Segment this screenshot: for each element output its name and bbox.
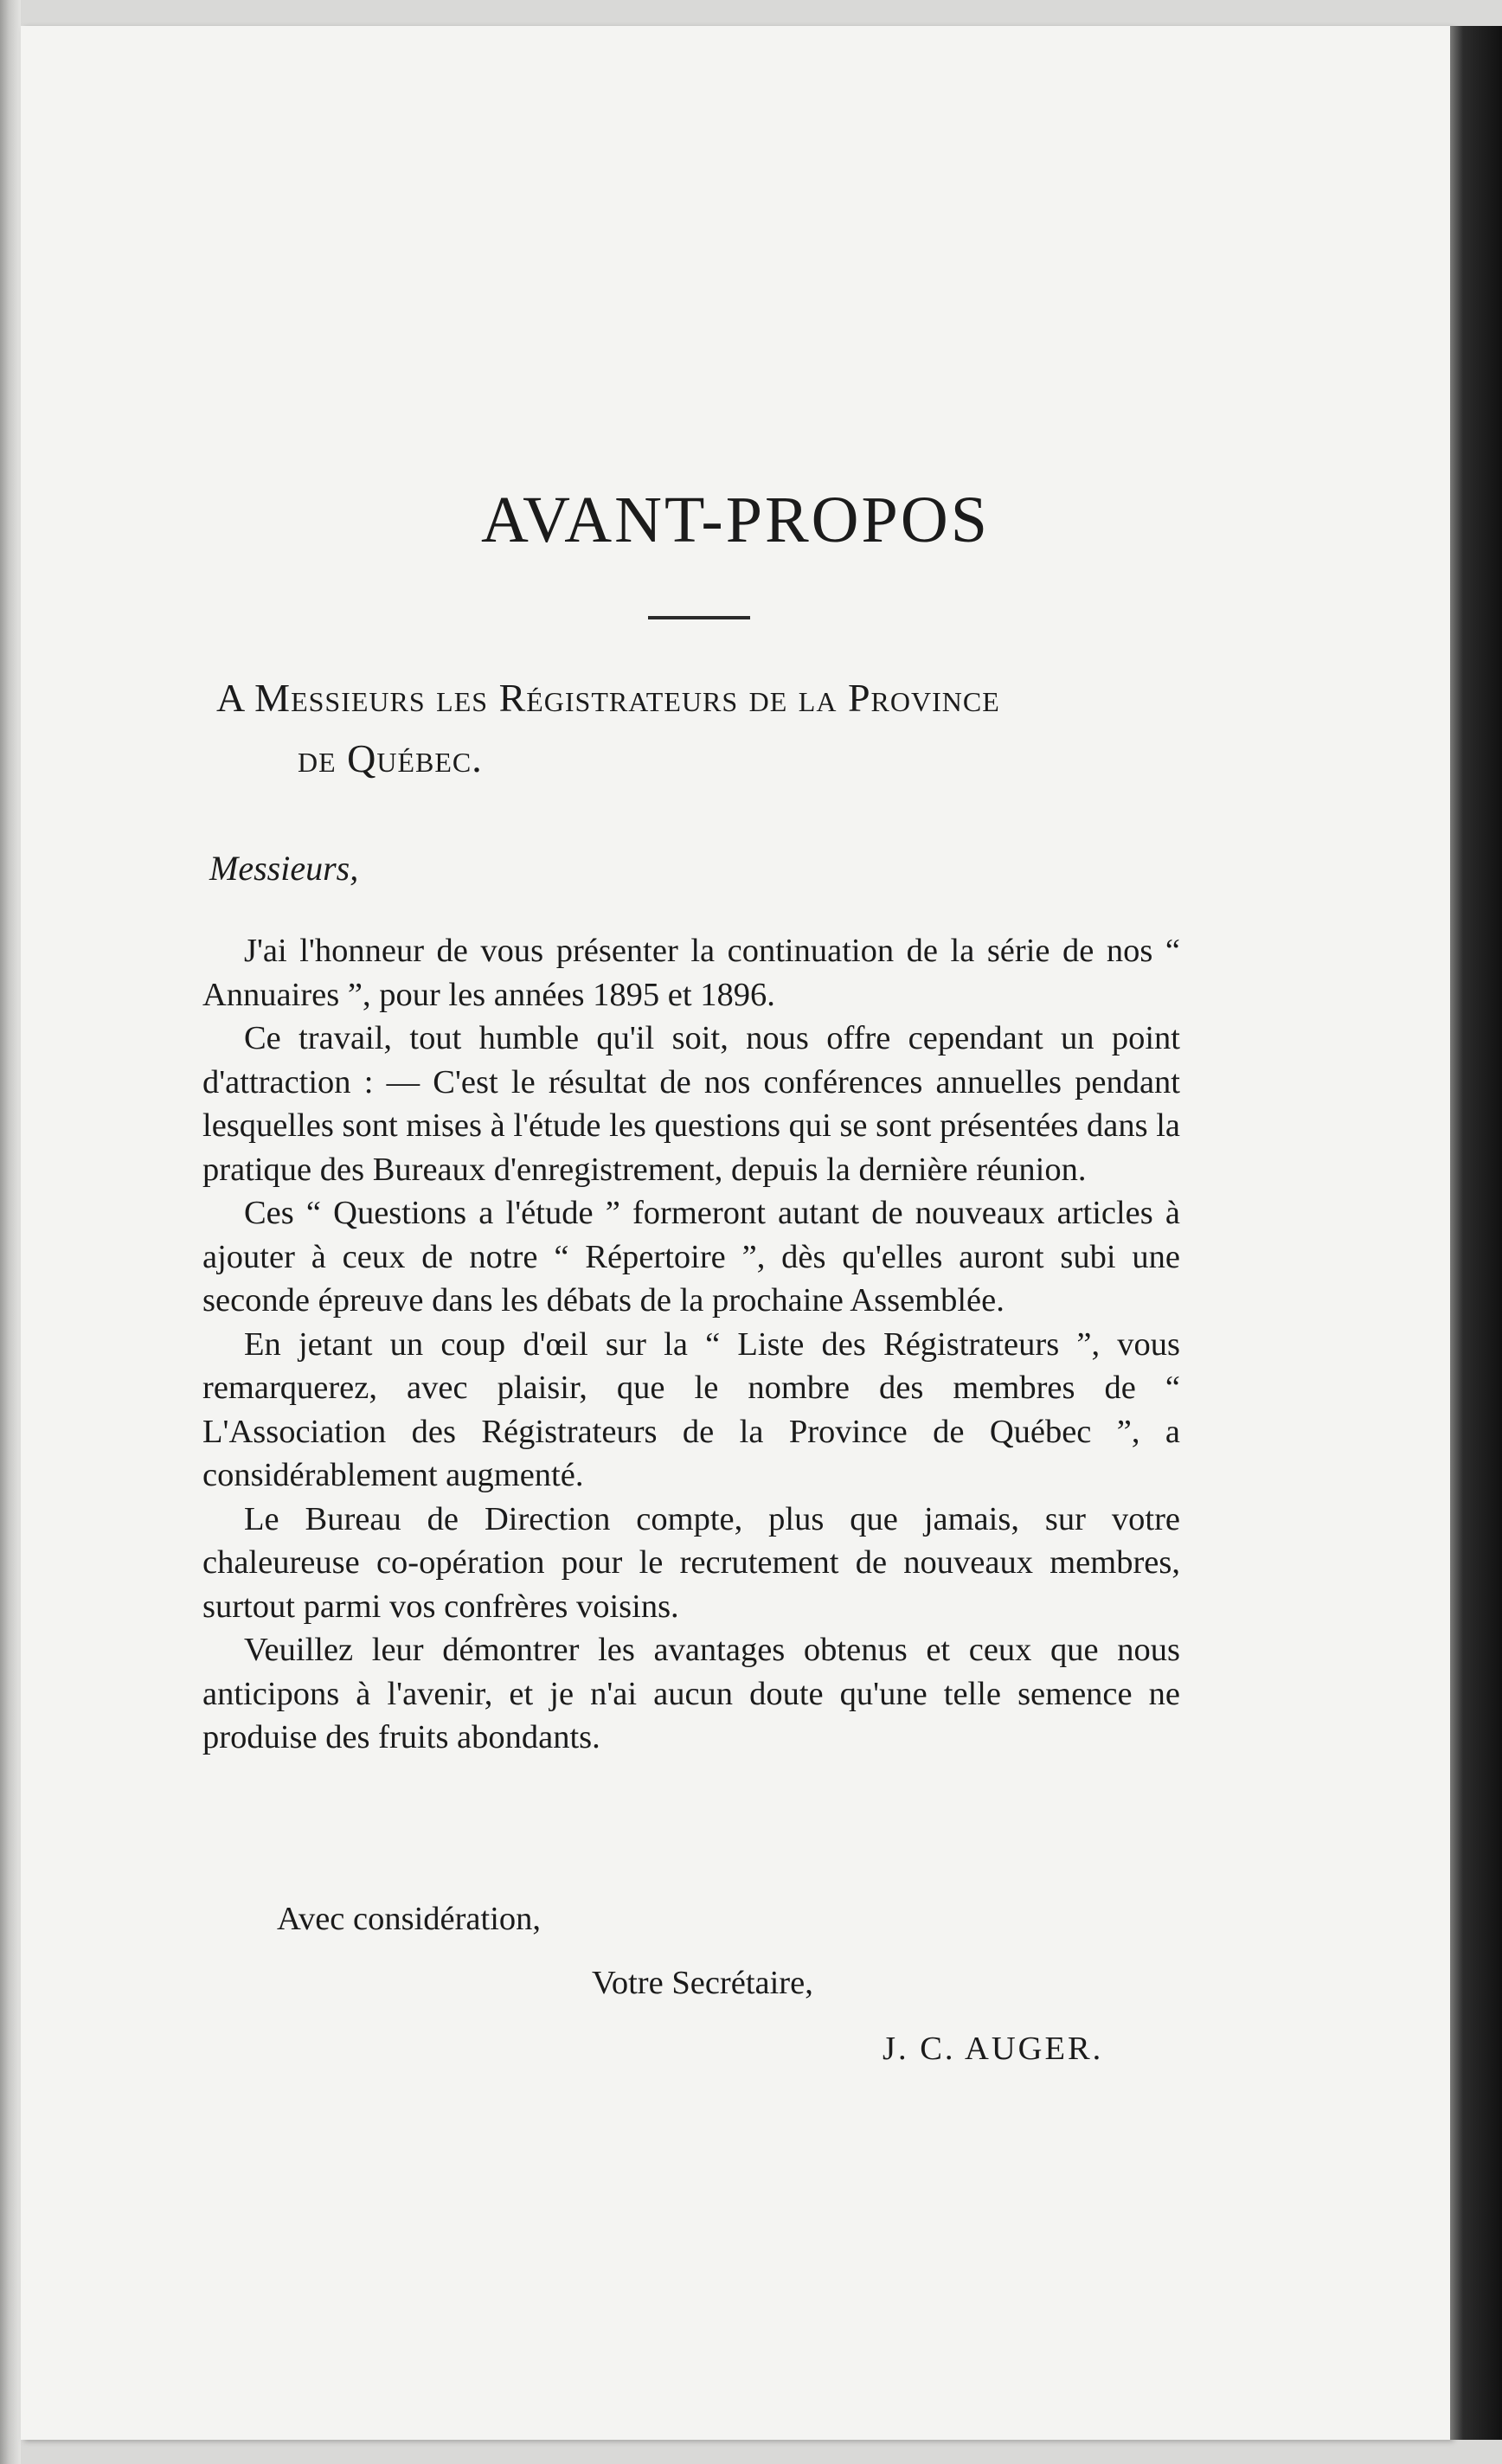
paragraph-6: Veuillez leur démontrer les avantages obtenus et ceux que nous anticipons à l'avenir, et je n'ai aucun doute qu'une telle semence ne produise des fruits abondants. (202, 1632, 1180, 1755)
paragraph-1: J'ai l'honneur de vous présenter la continuation de la série de nos “ Annuaires ”, pour les années 1895 et 1896. (202, 933, 1180, 1013)
page-title: AVANT-PROPOS (481, 484, 990, 556)
signature: J. C. AUGER. (883, 2031, 1104, 2067)
secretary-line: Votre Secrétaire, (592, 1965, 813, 2001)
document-page (21, 26, 1450, 2440)
address-line-2: de Québec. (298, 736, 483, 780)
scan-dark-edge (1450, 26, 1502, 2440)
paragraph-4: En jetant un coup d'œil sur la “ Liste des Régistrateurs ”, vous remarquerez, avec plaisir, que le nombre des membres de “ L'Association des Régistrateurs de la Province de Québec ”, a considérablement augmenté. (202, 1325, 1180, 1493)
letter-body (202, 929, 1180, 1760)
paragraph-3: Ces “ Questions a l'étude ” formeront autant de nouveaux articles à ajouter à ceux de notre “ Répertoire ”, dès qu'elles auront subi une seconde épreuve dans les débats de la prochaine Assemblée. (202, 1195, 1180, 1319)
paragraph-2: Ce travail, tout humble qu'il soit, nous offre cependant un point d'attraction : — C'est le résultat de nos conférences annuelles pendant lesquelles sont mises à l'étude les questions qui se sont présentées dans la pratique des Bureaux d'enregistrement, depuis la dernière réunion. (202, 1020, 1180, 1188)
closing-line: Avec considération, (277, 1901, 542, 1937)
book-binding-edge (0, 0, 21, 2464)
title-divider (648, 616, 750, 619)
salutation: Messieurs, (209, 849, 359, 888)
paragraph-5: Le Bureau de Direction compte, plus que jamais, sur votre chaleureuse co-opération pour le recrutement de nouveaux membres, surtout parmi vos confrères voisins. (202, 1500, 1180, 1625)
address-line-1: A Messieurs les Régistrateurs de la Province (216, 676, 1000, 720)
address-heading (216, 668, 1211, 789)
